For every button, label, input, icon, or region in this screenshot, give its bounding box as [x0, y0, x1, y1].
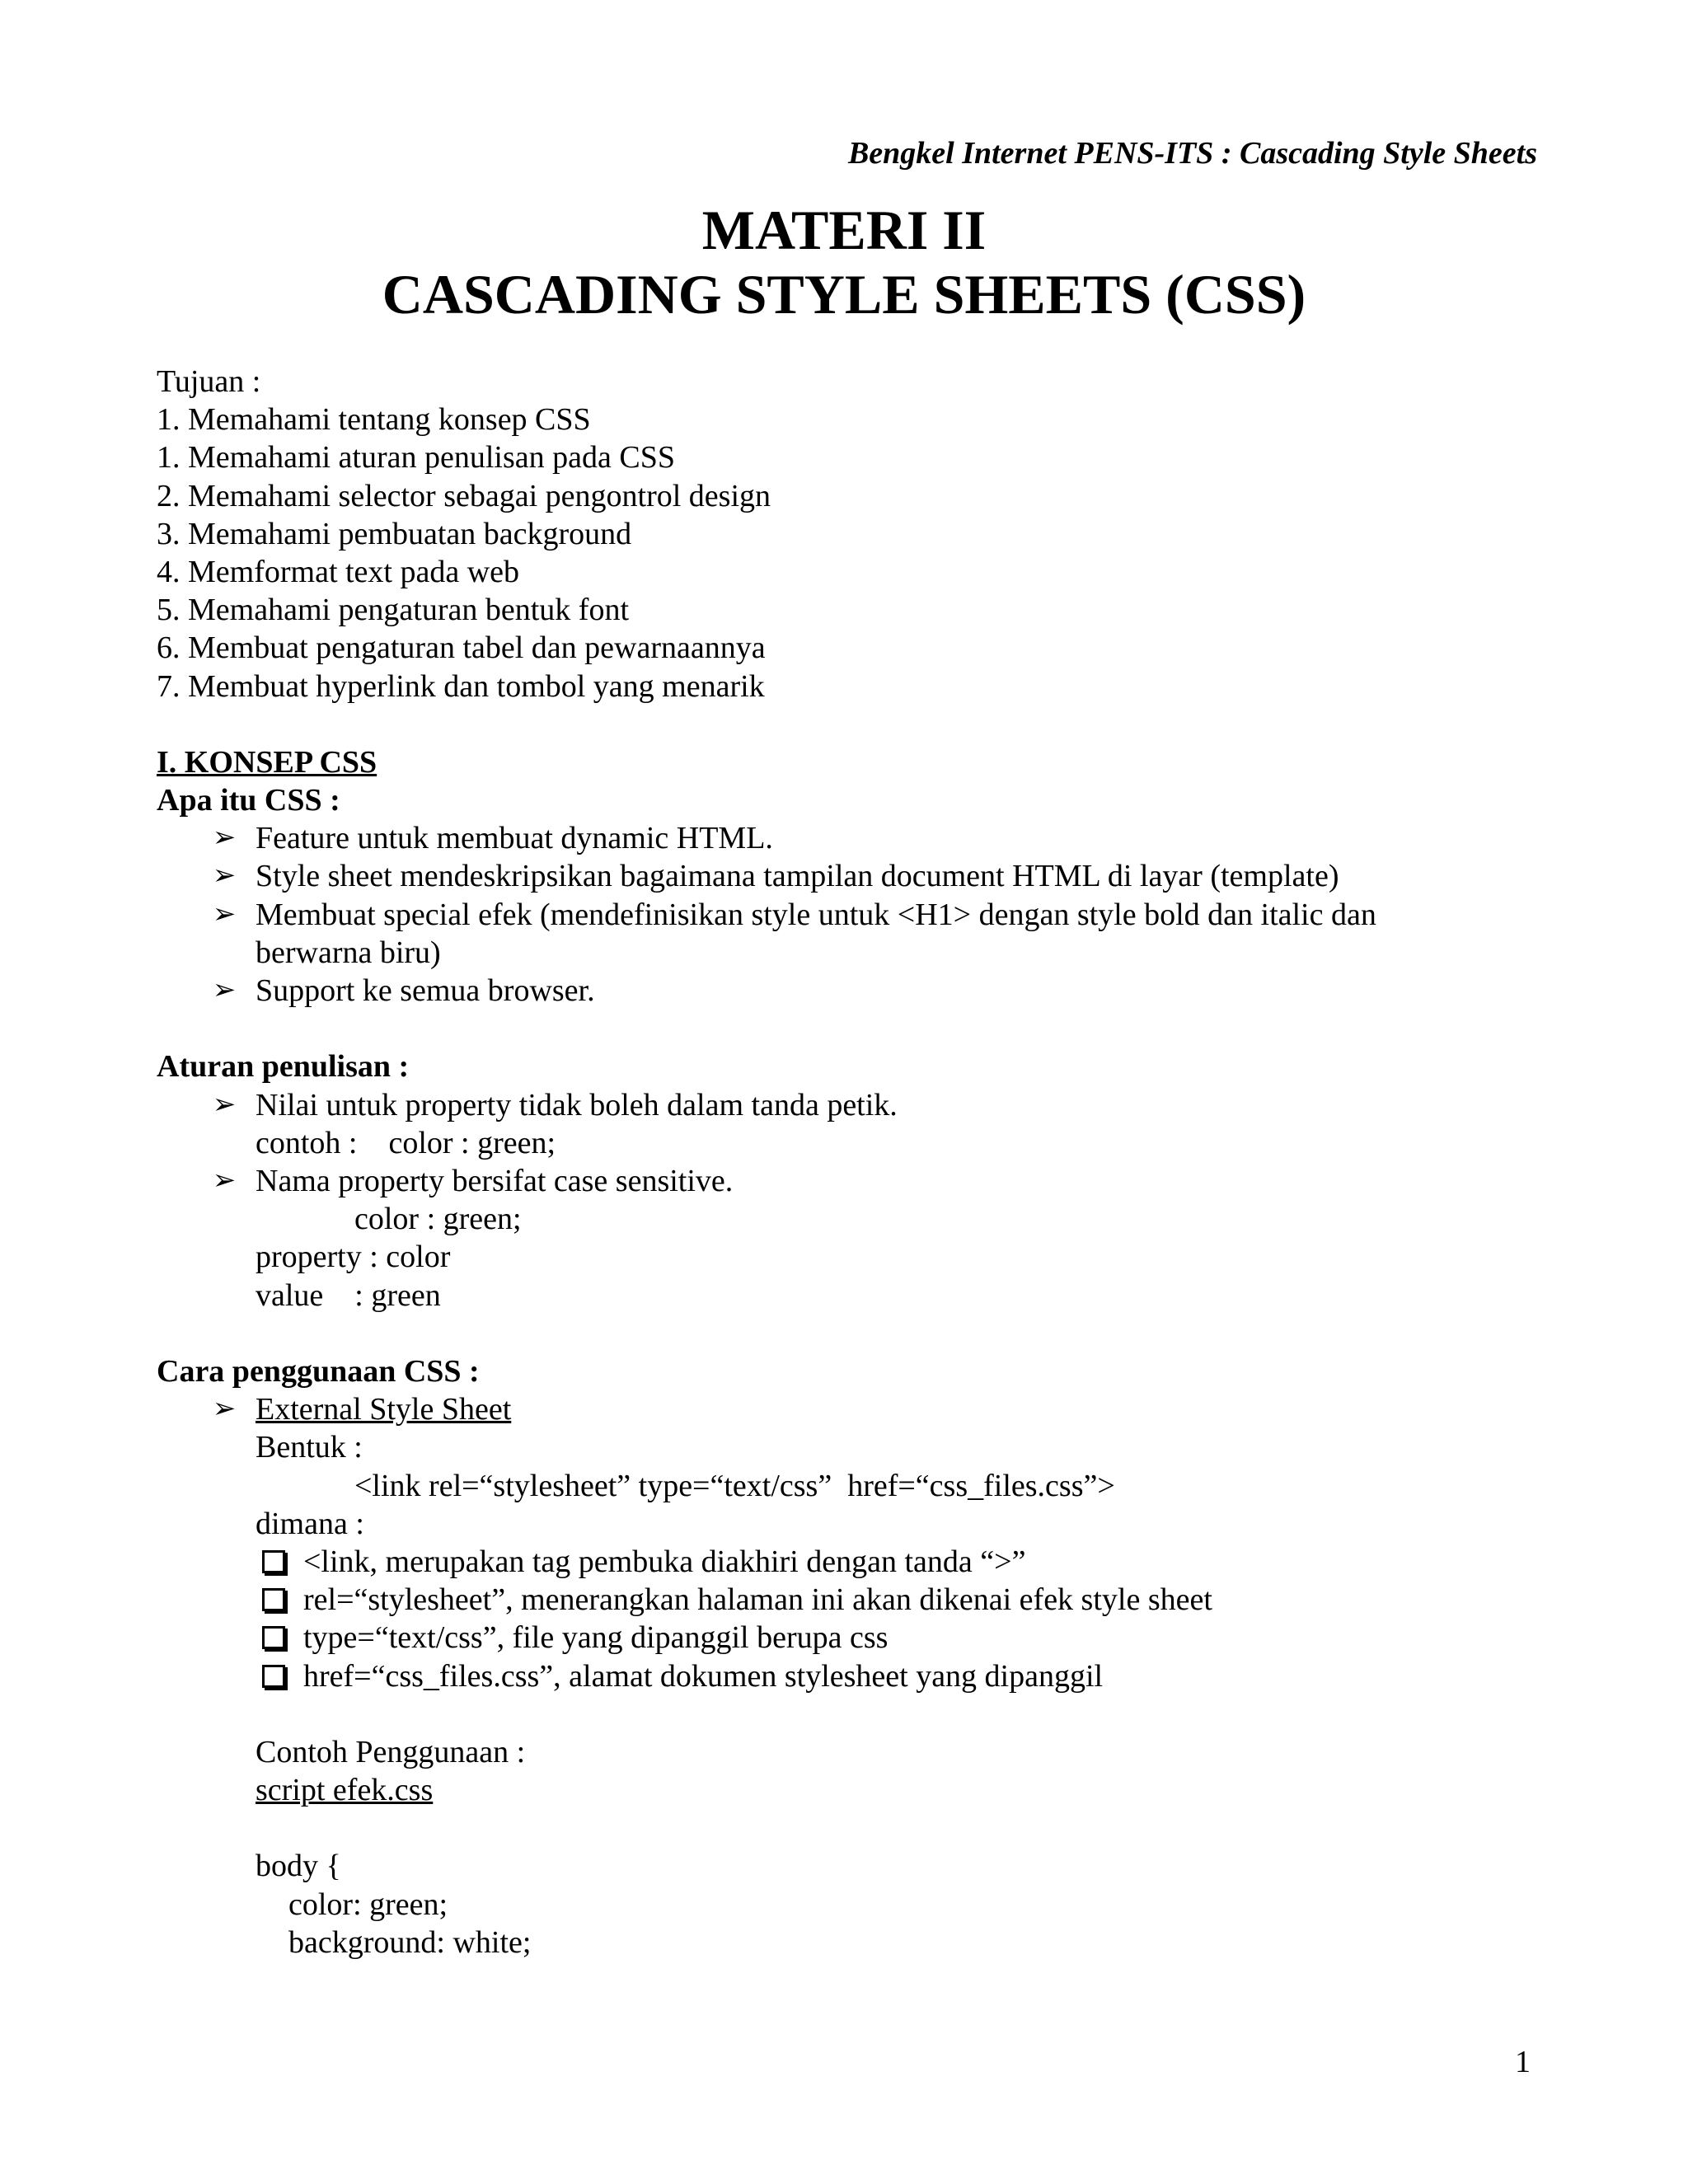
script-label: script efek.css — [256, 1773, 434, 1808]
tujuan-item: 5. Memahami pengaturan bentuk font — [157, 593, 630, 628]
bentuk-code: <link rel=“stylesheet” type=“text/css” href=“css_files.css”> — [354, 1468, 1115, 1503]
title-line-2: CASCADING STYLE SHEETS (CSS) — [382, 263, 1306, 326]
tujuan-item: 4. Memformat text pada web — [157, 554, 520, 589]
cara-heading: Cara penggunaan CSS : — [157, 1353, 480, 1389]
bentuk-label: Bentuk : — [256, 1430, 363, 1465]
list-item: ➢ Nama property bersifat case sensitive. — [157, 1162, 1541, 1200]
section-heading: I. KONSEP CSS — [157, 744, 377, 780]
title-line-1: MATERI II — [701, 199, 987, 261]
checkbox-bullet-icon — [262, 1550, 285, 1573]
list-item: rel=“stylesheet”, menerangkan halaman ini akan dikenai efek style sheet — [157, 1581, 1541, 1619]
list-item: ➢ Feature untuk membuat dynamic HTML. — [157, 819, 1541, 857]
aturan-heading: Aturan penulisan : — [157, 1049, 410, 1085]
checkbox-bullet-icon — [262, 1626, 285, 1649]
arrow-bullet-icon: ➢ — [212, 860, 237, 892]
arrow-bullet-icon: ➢ — [212, 1089, 237, 1120]
arrow-bullet-icon: ➢ — [212, 898, 237, 930]
tujuan-item: 7. Membuat hyperlink dan tombol yang menarik — [157, 668, 765, 704]
list-item: <link, merupakan tag pembuka diakhiri dengan tanda “>” — [157, 1543, 1541, 1581]
tujuan-item: 1. Memahami aturan penulisan pada CSS — [157, 440, 675, 476]
apa-itu-heading: Apa itu CSS : — [157, 783, 340, 818]
value-line: value : green — [256, 1277, 441, 1313]
list-item: type=“text/css”, file yang dipanggil berupa css — [157, 1619, 1541, 1657]
list-item: ➢ Membuat special efek (mendefinisikan style untuk <H1> dengan style bold dan italic dan — [157, 896, 1541, 934]
example-line: color : green; — [354, 1202, 522, 1237]
tujuan-item: 3. Memahami pembuatan background — [157, 516, 632, 551]
checkbox-bullet-icon — [262, 1588, 285, 1611]
code-line: color: green; — [288, 1886, 448, 1922]
list-item: ➢ External Style Sheet — [157, 1390, 1541, 1428]
tujuan-item: 1. Memahami tentang konsep CSS — [157, 402, 591, 438]
list-item: ➢ Nilai untuk property tidak boleh dalam tanda petik. — [157, 1086, 1541, 1124]
tujuan-item: 2. Memahami selector sebagai pengontrol design — [157, 478, 771, 513]
code-line: body { — [256, 1849, 341, 1884]
property-line: property : color — [256, 1240, 451, 1275]
dimana-label: dimana : — [256, 1506, 364, 1541]
running-header: Bengkel Internet PENS-ITS : Cascading Style Sheets — [847, 136, 1537, 171]
code-line: background: white; — [288, 1924, 532, 1960]
arrow-bullet-icon: ➢ — [212, 823, 237, 854]
example-line: contoh : color : green; — [256, 1125, 556, 1160]
arrow-bullet-icon: ➢ — [212, 1394, 237, 1425]
tujuan-item: 6. Membuat pengaturan tabel dan pewarnaannya — [157, 630, 766, 666]
list-item: href=“css_files.css”, alamat dokumen stylesheet yang dipanggil — [157, 1657, 1541, 1695]
list-item-continuation: berwarna biru) — [256, 935, 441, 970]
page-number: 1 — [1515, 2045, 1531, 2079]
contoh-label: Contoh Penggunaan : — [256, 1734, 526, 1769]
list-item: ➢ Support ke semua browser. — [157, 972, 1541, 1010]
document-body — [157, 363, 1541, 1961]
arrow-bullet-icon: ➢ — [212, 975, 237, 1006]
tujuan-heading: Tujuan : — [157, 364, 261, 399]
arrow-bullet-icon: ➢ — [212, 1165, 237, 1197]
checkbox-bullet-icon — [262, 1665, 285, 1688]
page-title — [0, 198, 1688, 326]
list-item: ➢ Style sheet mendeskripsikan bagaimana tampilan document HTML di layar (template) — [157, 857, 1541, 895]
